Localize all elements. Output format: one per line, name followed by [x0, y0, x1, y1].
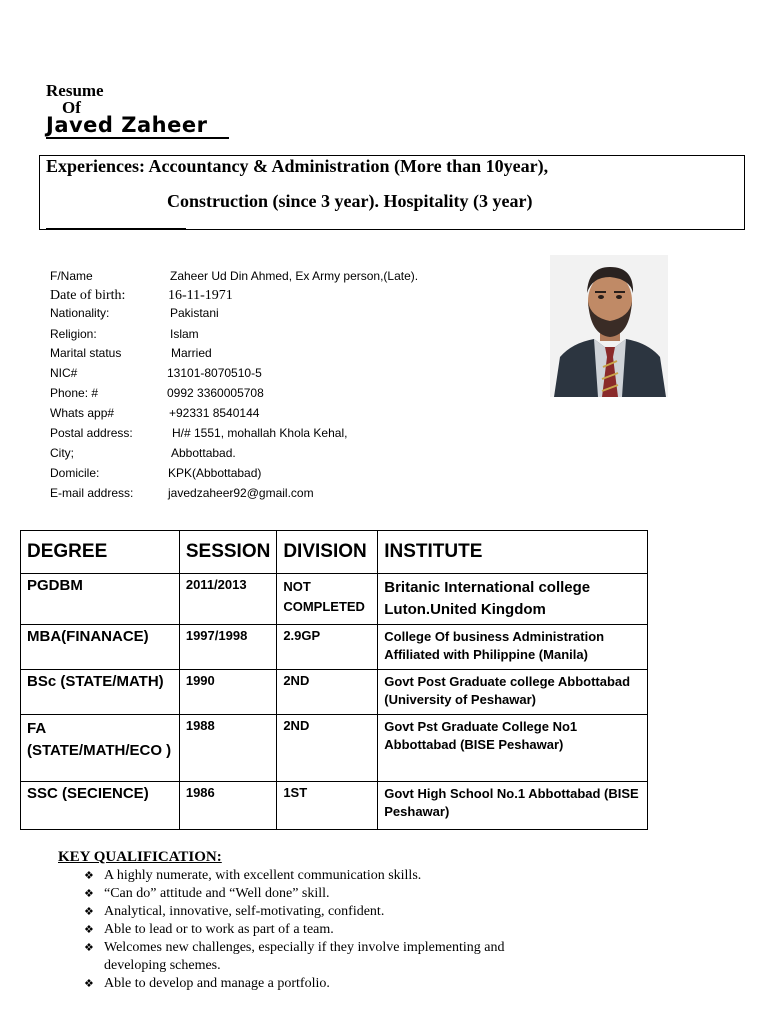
phone-label: Phone: # [50, 386, 99, 400]
degree-cell: SSC (SECIENCE) [21, 782, 180, 830]
list-item-text: A highly numerate, with excellent communication skills. [104, 868, 422, 883]
dob-label: Date of birth: [50, 288, 126, 303]
table-row [21, 625, 648, 670]
postal-address-value: H/# 1551, mohallah Khola Kehal, [172, 426, 348, 440]
list-item [84, 921, 554, 939]
diamond-bullet-icon: ❖ [84, 888, 94, 900]
fname-value: Zaheer Ud Din Ahmed, Ex Army person,(Late). [170, 269, 419, 283]
experience-box [39, 155, 745, 230]
list-item [84, 903, 554, 921]
table-header-row [21, 531, 648, 574]
session-cell: 1997/1998 [179, 625, 276, 670]
email-value: javedzaheer92@gmail.com [168, 486, 314, 500]
whatsapp-label: Whats app# [50, 406, 115, 420]
of-heading: Of [62, 98, 81, 117]
table-row [21, 670, 648, 715]
institute-cell: Govt Pst Graduate College No1 Abbottabad (BISE Peshawar) [378, 715, 648, 782]
institute-cell: Govt Post Graduate college Abbottabad (University of Peshawar) [378, 670, 648, 715]
division-header: DIVISION [277, 531, 378, 574]
experience-line-1: Experiences: Accountancy & Administration (More than 10year), [46, 156, 549, 176]
division-cell: NOT COMPLETED [277, 574, 378, 625]
fname-label: F/Name [50, 269, 93, 283]
nationality-value: Pakistani [170, 306, 219, 320]
division-cell: 2.9GP [277, 625, 378, 670]
session-cell: 1986 [179, 782, 276, 830]
profile-photo [550, 255, 668, 397]
institute-cell: Govt High School No.1 Abbottabad (BISE Peshawar) [378, 782, 648, 830]
degree-cell: FA (STATE/MATH/ECO ) [21, 715, 180, 782]
degree-header: DEGREE [21, 531, 180, 574]
list-item-text: Able to develop and manage a portfolio. [104, 976, 330, 991]
divider-line [46, 228, 186, 229]
marital-status-label: Marital status [50, 346, 122, 360]
list-item-text: “Can do” attitude and “Well done” skill. [104, 886, 330, 901]
degree-cell: MBA(FINANACE) [21, 625, 180, 670]
marital-status-value: Married [171, 346, 212, 360]
session-cell: 1990 [179, 670, 276, 715]
degree-cell: PGDBM [21, 574, 180, 625]
phone-value: 0992 3360005708 [167, 386, 264, 400]
key-qualification-title: KEY QUALIFICATION: [58, 849, 222, 865]
list-item-text: Analytical, innovative, self-motivating, confident. [104, 904, 385, 919]
religion-label: Religion: [50, 327, 97, 341]
institute-cell: Britanic International college Luton.United Kingdom [378, 574, 648, 625]
nic-label: NIC# [50, 366, 78, 380]
religion-value: Islam [170, 327, 199, 341]
nic-value: 13101-8070510-5 [167, 366, 262, 380]
dob-value: 16-11-1971 [168, 288, 233, 303]
institute-cell: College Of business Administration Affiliated with Philippine (Manila) [378, 625, 648, 670]
list-item [84, 885, 554, 903]
diamond-bullet-icon: ❖ [84, 870, 94, 882]
table-row [21, 782, 648, 830]
experience-line-2: Construction (since 3 year). Hospitality (3 year) [167, 191, 533, 211]
domicile-label: Domicile: [50, 466, 100, 480]
list-item [84, 975, 554, 993]
diamond-bullet-icon: ❖ [84, 924, 94, 936]
diamond-bullet-icon: ❖ [84, 978, 94, 990]
list-item [84, 939, 554, 975]
diamond-bullet-icon: ❖ [84, 942, 94, 954]
postal-address-label: Postal address: [50, 426, 133, 440]
degree-cell: BSc (STATE/MATH) [21, 670, 180, 715]
key-qualification-list [84, 867, 554, 993]
whatsapp-value: +92331 8540144 [169, 406, 260, 420]
division-cell: 2ND [277, 670, 378, 715]
division-cell: 1ST [277, 782, 378, 830]
session-cell: 2011/2013 [179, 574, 276, 625]
city-label: City; [50, 446, 74, 460]
education-table [20, 530, 648, 830]
list-item-text: Able to lead or to work as part of a team. [104, 922, 334, 937]
diamond-bullet-icon: ❖ [84, 906, 94, 918]
list-item-text: Welcomes new challenges, especially if they involve implementing and developing schemes. [104, 940, 505, 973]
table-row [21, 574, 648, 625]
institute-header: INSTITUTE [378, 531, 648, 574]
email-label: E-mail address: [50, 486, 134, 500]
list-item [84, 867, 554, 885]
session-cell: 1988 [179, 715, 276, 782]
applicant-name: Javed Zaheer [46, 113, 229, 139]
nationality-label: Nationality: [50, 306, 110, 320]
session-header: SESSION [179, 531, 276, 574]
table-row [21, 715, 648, 782]
resume-heading: Resume [46, 81, 104, 100]
city-value: Abbottabad. [171, 446, 236, 460]
division-cell: 2ND [277, 715, 378, 782]
domicile-value: KPK(Abbottabad) [168, 466, 262, 480]
